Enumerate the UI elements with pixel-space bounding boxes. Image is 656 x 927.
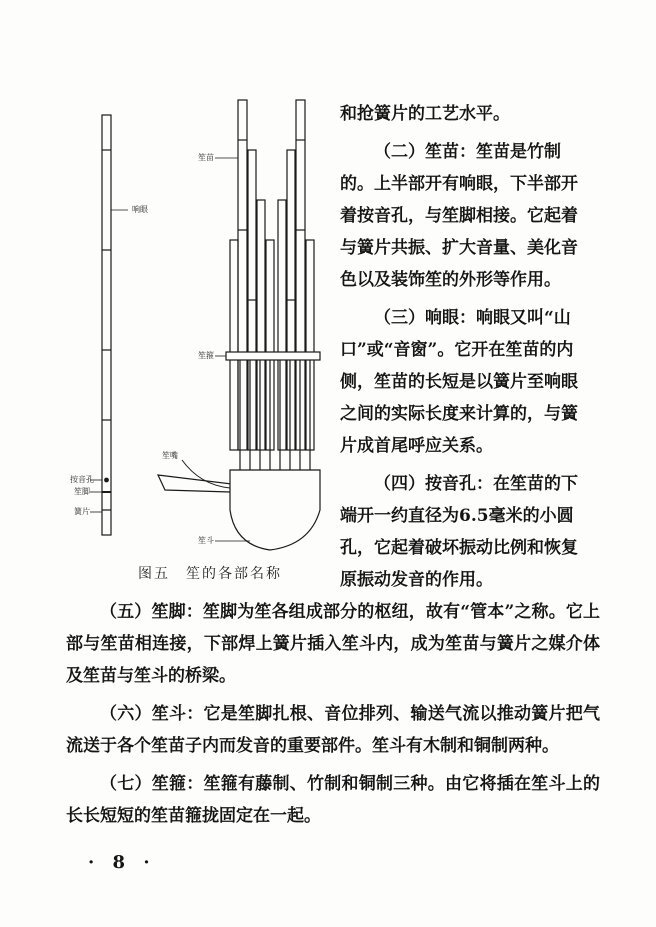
- page-number: · 8 ·: [88, 852, 156, 873]
- single-pipe: [102, 115, 111, 535]
- paragraph-shenggu: （七）笙箍：笙箍有藤制、竹制和铜制三种。由它将插在笙斗上的长长短短的笙苗箍拢固定在一起。: [66, 774, 600, 826]
- paragraph-continuation: 和抢簧片的工艺水平。: [340, 104, 510, 124]
- paragraph-xiangyan: （三）响眼：响眼又叫“山口”或“音窗”。它开在笙苗的内侧，笙苗的长短是以簧片至响眼之间的实际长度来计算的，与簧片成首尾呼应关系。: [340, 308, 578, 456]
- right-column: [340, 98, 590, 596]
- label-shenggu: 笙箍: [198, 351, 214, 360]
- sheng-figure: [70, 90, 340, 590]
- label-shengjiao: 笙脚: [74, 487, 90, 496]
- label-xiangyan: 响眼: [132, 205, 148, 214]
- paragraph-shengjiao: （五）笙脚：笙脚为笙各组成部分的枢纽，故有“管本”之称。它上部与笙苗相连接，下部焊上簧片插入笙斗内，成为笙苗与簧片之媒介体及笙苗与笙斗的桥梁。: [66, 602, 600, 686]
- tall-pipe-left: [238, 100, 247, 450]
- wind-chest: [230, 470, 320, 550]
- label-anyinkong: 按音孔: [70, 475, 94, 484]
- label-huangpian: 簧片: [74, 507, 90, 516]
- full-width-text: [66, 596, 600, 838]
- label-shengmiao: 笙苗: [198, 153, 214, 162]
- paragraph-shengdou: （六）笙斗：它是笙脚扎根、音位排列、输送气流以推动簧片把气流送于各个笙苗子内而发音的重要部件。笙斗有木制和铜制两种。: [66, 704, 600, 756]
- paragraph-anyinkong: （四）按音孔：在笙苗的下端开一约直径为6.5毫米的小圆孔，它起着破坏振动比例和恢复原振动发音的作用。: [340, 474, 578, 590]
- hoop-band: [226, 352, 320, 360]
- figure-caption: 图五 笙的各部名称: [138, 566, 282, 582]
- label-shengzui: 笙嘴: [162, 451, 178, 460]
- label-shengdou: 笙斗: [198, 536, 214, 545]
- paragraph-shengmiao: （二）笙苗：笙苗是竹制的。上半部开有响眼，下半部开着按音孔，与笙脚相接。它起着与簧片共振、扩大音量、美化音色以及装饰笙的外形等作用。: [340, 142, 578, 290]
